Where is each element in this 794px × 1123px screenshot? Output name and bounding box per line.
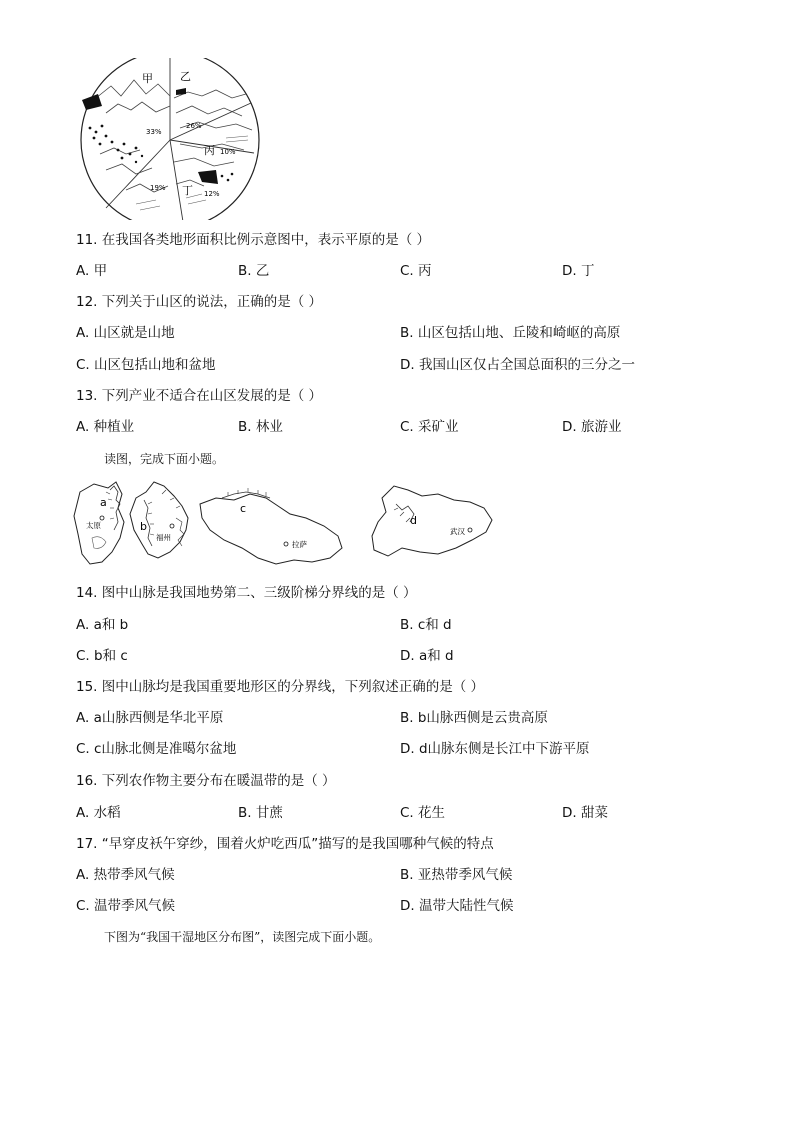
dark-patch bbox=[82, 94, 102, 110]
q15-option-c[interactable]: C. c山脉北侧是准噶尔盆地 bbox=[76, 741, 237, 757]
q13-option-c[interactable]: C. 采矿业 bbox=[400, 419, 459, 435]
q17-option-d[interactable]: D. 温带大陆性气候 bbox=[400, 898, 514, 914]
city-wuhan: 武汉 bbox=[450, 527, 465, 536]
wetland-map-instruction: 下图为“我国干湿地区分布图”，读图完成下面小题。 bbox=[104, 930, 381, 944]
q16-option-d[interactable]: D. 甜菜 bbox=[562, 805, 608, 821]
q17-option-c[interactable]: C. 温带季风气候 bbox=[76, 898, 176, 914]
terrain-pie-figure bbox=[76, 58, 266, 220]
q16-option-b[interactable]: B. 甘蔗 bbox=[238, 805, 283, 821]
letter-c: c bbox=[240, 502, 247, 515]
label-ding: 丁 bbox=[182, 184, 193, 197]
map-region-outline bbox=[200, 494, 342, 564]
q14-option-b[interactable]: B. c和 d bbox=[400, 617, 452, 633]
city-dot bbox=[100, 516, 104, 520]
city-fuzhou: 福州 bbox=[156, 533, 171, 542]
question-17: 17. “早穿皮袄午穿纱，围着火炉吃西瓜”描写的是我国哪种气候的特点 bbox=[76, 836, 494, 852]
city-dot bbox=[284, 542, 288, 546]
q11-option-b[interactable]: B. 乙 bbox=[238, 263, 270, 279]
landform-sketch bbox=[96, 80, 252, 192]
q13-option-a[interactable]: A. 种植业 bbox=[76, 419, 135, 435]
q11-option-c[interactable]: C. 丙 bbox=[400, 263, 432, 279]
question-12: 12. 下列关于山区的说法，正确的是（ ） bbox=[76, 294, 323, 310]
map-region-outline bbox=[372, 486, 492, 556]
city-dot bbox=[468, 528, 472, 532]
q11-option-d[interactable]: D. 丁 bbox=[562, 263, 595, 279]
question-11: 11. 在我国各类地形面积比例示意图中，表示平原的是（ ） bbox=[76, 232, 431, 248]
q11-option-a[interactable]: A. 甲 bbox=[76, 263, 108, 279]
read-map-instruction: 读图，完成下面小题。 bbox=[104, 452, 225, 466]
q12-option-d[interactable]: D. 我国山区仅占全国总面积的三分之一 bbox=[400, 357, 635, 373]
q14-option-d[interactable]: D. a和 d bbox=[400, 648, 454, 664]
q15-option-a[interactable]: A. a山脉西侧是华北平原 bbox=[76, 710, 224, 726]
mountain-maps-figure bbox=[72, 478, 512, 570]
q16-option-a[interactable]: A. 水稻 bbox=[76, 805, 121, 821]
letter-a: a bbox=[100, 496, 107, 509]
city-dot bbox=[170, 524, 174, 528]
city-taiyuan: 太原 bbox=[86, 521, 101, 530]
q16-option-c[interactable]: C. 花生 bbox=[400, 805, 446, 821]
q13-option-b[interactable]: B. 林业 bbox=[238, 419, 283, 435]
q17-option-b[interactable]: B. 亚热带季风气候 bbox=[400, 867, 513, 883]
percent-19: 19% bbox=[150, 184, 166, 192]
label-yi: 乙 bbox=[180, 70, 191, 83]
q12-option-b[interactable]: B. 山区包括山地、丘陵和崎岖的高原 bbox=[400, 325, 621, 341]
question-13: 13. 下列产业不适合在山区发展的是（ ） bbox=[76, 388, 323, 404]
label-bing: 丙 bbox=[204, 144, 215, 157]
percent-10: 10% bbox=[220, 148, 236, 156]
dark-patch bbox=[198, 170, 218, 184]
q15-option-b[interactable]: B. b山脉西侧是云贵高原 bbox=[400, 710, 548, 726]
city-lasa: 拉萨 bbox=[292, 540, 307, 549]
percent-26: 26% bbox=[186, 122, 202, 130]
dark-patch bbox=[176, 88, 186, 95]
letter-b: b bbox=[140, 520, 147, 533]
q12-option-c[interactable]: C. 山区包括山地和盆地 bbox=[76, 357, 216, 373]
percent-12: 12% bbox=[204, 190, 220, 198]
letter-d: d bbox=[410, 514, 417, 527]
q17-option-a[interactable]: A. 热带季风气候 bbox=[76, 867, 175, 883]
basin-outline bbox=[92, 537, 106, 549]
question-16: 16. 下列农作物主要分布在暖温带的是（ ） bbox=[76, 773, 336, 789]
question-14: 14. 图中山脉是我国地势第二、三级阶梯分界线的是（ ） bbox=[76, 585, 417, 601]
q14-option-c[interactable]: C. b和 c bbox=[76, 648, 128, 664]
label-jia: 甲 bbox=[142, 72, 153, 85]
q15-option-d[interactable]: D. d山脉东侧是长江中下游平原 bbox=[400, 741, 590, 757]
question-15: 15. 图中山脉均是我国重要地形区的分界线，下列叙述正确的是（ ） bbox=[76, 679, 485, 695]
q12-option-a[interactable]: A. 山区就是山地 bbox=[76, 325, 175, 341]
mountain-ticks bbox=[106, 492, 114, 519]
q13-option-d[interactable]: D. 旅游业 bbox=[562, 419, 622, 435]
q14-option-a[interactable]: A. a和 b bbox=[76, 617, 129, 633]
percent-33: 33% bbox=[146, 128, 162, 136]
